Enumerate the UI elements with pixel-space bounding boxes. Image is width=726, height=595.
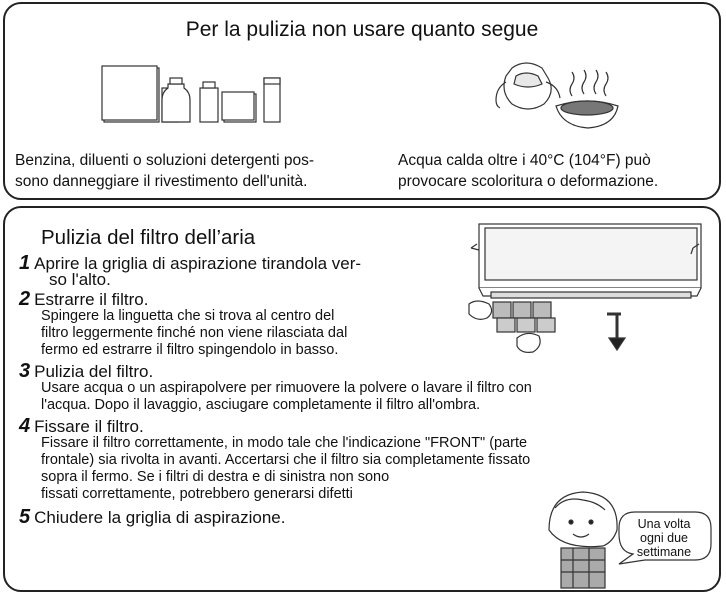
bubble-line: Una volta: [637, 517, 691, 531]
caption-line: sono danneggiare il rivestimento dell'unità.: [15, 173, 308, 190]
bubble-line: settimane: [636, 545, 692, 559]
step-1-cont: so l'alto.: [49, 270, 111, 289]
detail-line: fissati correttamente, potrebbero generarsi difetti: [41, 486, 353, 502]
caption-line: Acqua calda oltre i 40°C (104°F) può: [398, 152, 651, 169]
air-conditioner-filter-icon: [457, 218, 707, 358]
filter-section-title: Pulizia del filtro dell’aria: [41, 226, 256, 249]
step-5: [19, 508, 286, 527]
step-2: [19, 290, 148, 309]
detail-line: filtro leggermente finché non viene rilasciata dal: [41, 325, 348, 341]
step-2-details: [41, 308, 347, 359]
detail-line: sopra il fermo. Se i filtri di destra e di sinistra non sono: [41, 469, 390, 485]
step-title: Estrarre il filtro.: [34, 290, 149, 309]
step-title: Aprire la griglia di aspirazione tirandola ver-: [34, 254, 362, 273]
step-4-details: [41, 435, 530, 503]
warning-panel: [3, 2, 721, 200]
hot-kettle-icon: [492, 56, 637, 136]
step-3: [19, 362, 153, 381]
solvent-warning-text: [15, 150, 395, 192]
step-number: 1: [19, 252, 31, 274]
step-number: 3: [19, 360, 31, 382]
detail-line: l'acqua. Dopo il lavaggio, asciugare completamente il filtro all'ombra.: [41, 397, 481, 413]
child-with-filter-icon: [543, 486, 625, 590]
step-number: 2: [19, 288, 31, 310]
step-number: 5: [19, 506, 31, 528]
step-title: Fissare il filtro.: [34, 417, 144, 436]
step-number: 4: [19, 415, 31, 437]
step-4: [19, 417, 144, 436]
step-3-details: [41, 380, 532, 414]
detail-line: fermo ed estrarre il filtro spingendolo in basso.: [41, 342, 339, 358]
step-title: Chiudere la griglia di aspirazione.: [34, 508, 286, 527]
warning-title: Per la pulizia non usare quanto segue: [185, 18, 539, 41]
detail-line: Spingere la linguetta che si trova al centro del: [41, 308, 335, 324]
bubble-text: [629, 517, 699, 559]
detail-line: frontale) sia rivolta in avanti. Accertarsi che il filtro sia completamente fissato: [41, 452, 531, 468]
hot-water-warning-text: [398, 150, 718, 192]
step-title: Pulizia del filtro.: [34, 362, 154, 381]
detail-line: Usare acqua o un aspirapolvere per rimuovere la polvere o lavare il filtro con: [41, 380, 532, 396]
detail-line: Fissare il filtro correttamente, in modo tale che l'indicazione "FRONT" (parte: [41, 435, 528, 451]
caption-line: provocare scoloritura o deformazione.: [398, 173, 659, 190]
filter-cleaning-panel: [3, 206, 721, 592]
caption-line: Benzina, diluenti o soluzioni detergenti pos-: [15, 152, 314, 169]
bubble-line: ogni due: [640, 531, 688, 545]
solvent-containers-icon: [100, 64, 290, 124]
